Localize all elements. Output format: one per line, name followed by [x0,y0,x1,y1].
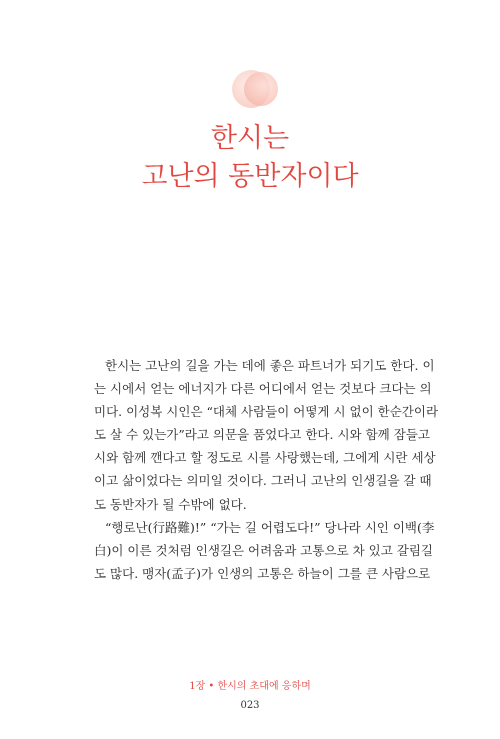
text-line: 白)이 이른 것처럼 인생길은 어려움과 고통으로 차 있고 갈림길 [94,542,433,558]
text-line: 한시는 고난의 길을 가는 데에 좋은 파트너가 되기도 한다. 이 [105,358,435,373]
page-number: 023 [240,700,260,711]
chapter-title-line-2: 고난의 동반자이다 [141,161,359,192]
text-line: 이고 삶이었다는 의미일 것이다. 그러니 고난의 인생길을 갈 때 [94,473,432,489]
decorative-circles-icon [232,70,280,110]
text-line: 는 시에서 얻는 에너지가 다른 어디에서 얻는 것보다 크다는 의 [94,381,432,397]
body-text [94,354,439,585]
text-line: 도 많다. 맹자(孟子)가 인생의 고통은 하늘이 그를 큰 사람으로 [94,565,431,581]
text-line: 도 살 수 있는가”라고 의문을 품었다고 한다. 시와 함께 잠들고 [94,427,430,443]
decorative-circle-right [244,72,278,106]
paragraph-1 [94,354,439,516]
running-footer-chapter: 1장 • 한시의 초대에 응하며 [189,681,311,692]
text-line: “행로난(行路難)!” “가는 길 어렵도다!” 당나라 시인 이백(李 [105,519,435,535]
text-line: 시와 함께 깬다고 할 정도로 시를 사랑했는데, 그에게 시란 세상 [94,450,436,466]
paragraph-2 [94,516,435,585]
chapter-title-line-1: 한시는 [210,123,290,154]
text-line: 도 동반자가 될 수밖에 없다. [94,496,247,512]
text-line: 미다. 이성복 시인은 “대체 사람들이 어떻게 시 없이 한순간이라 [94,404,439,420]
